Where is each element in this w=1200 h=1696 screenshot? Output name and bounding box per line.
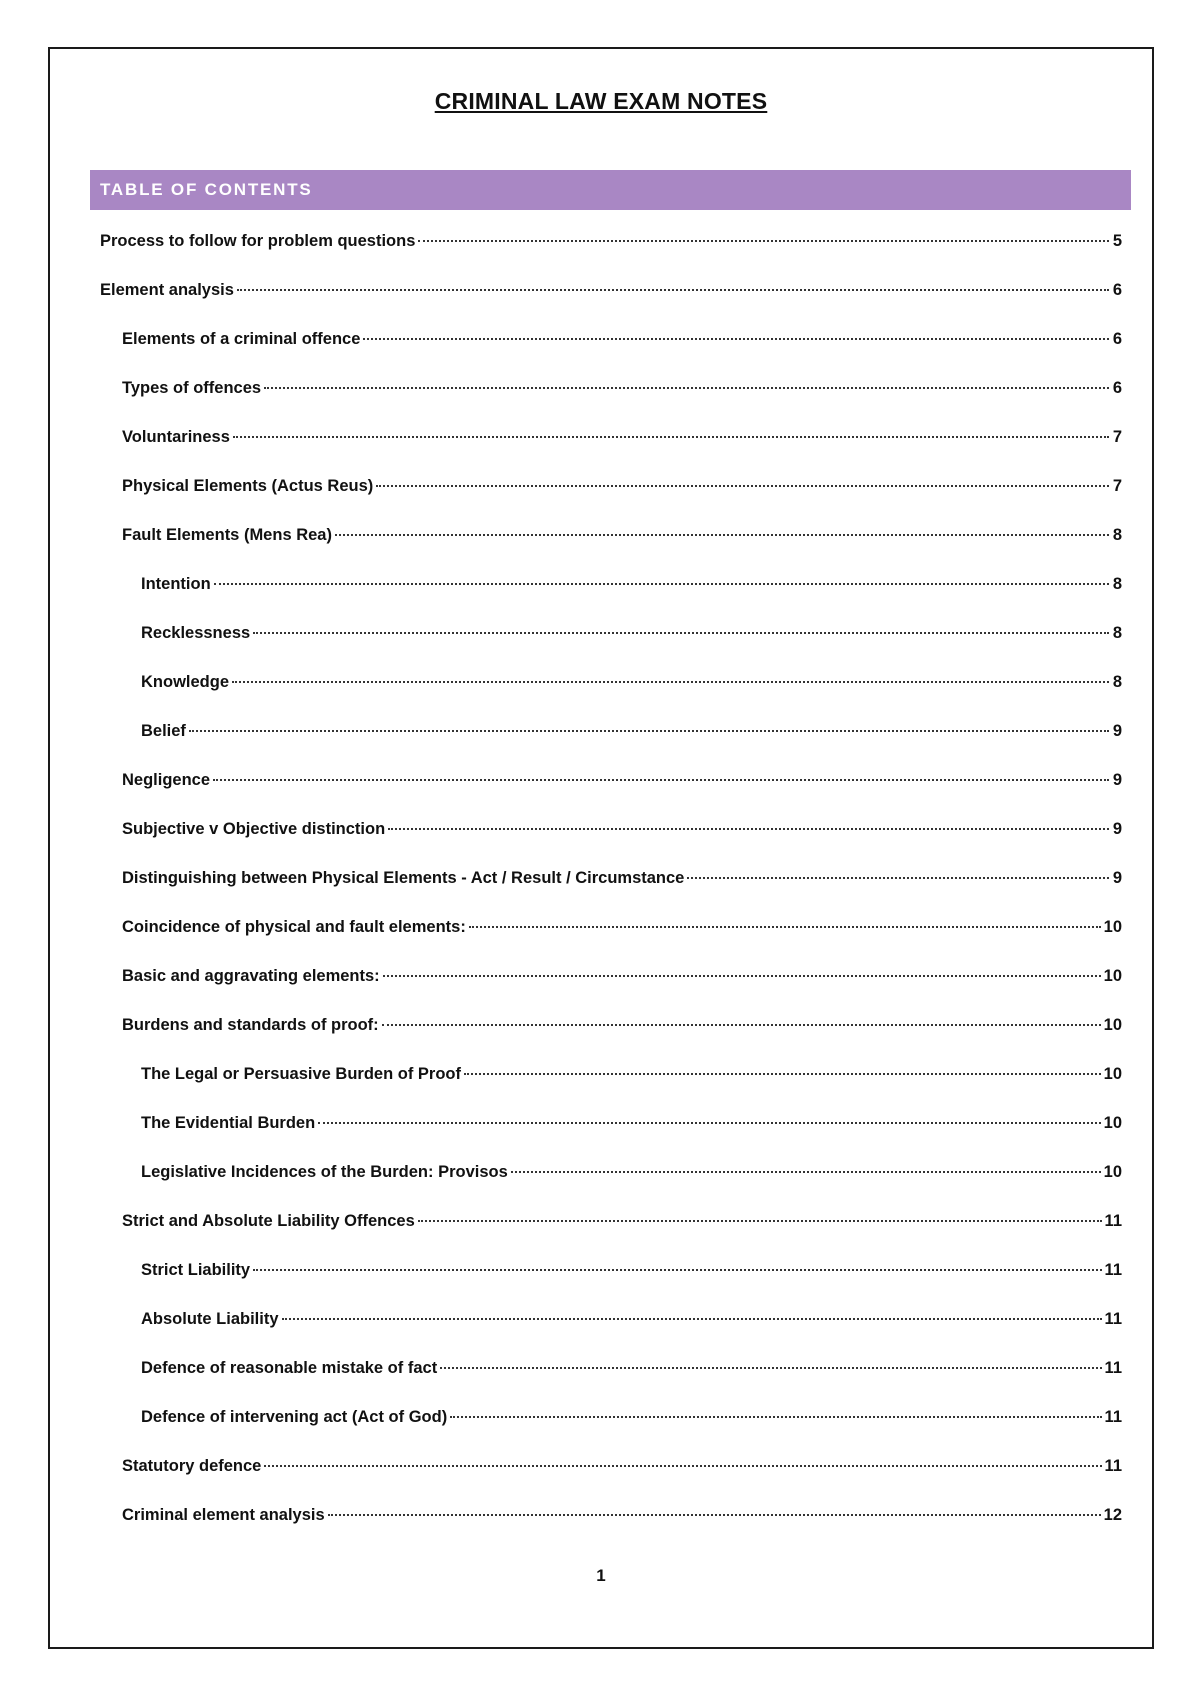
toc-entry-page-number[interactable]: 6 xyxy=(1112,379,1122,397)
toc-heading-banner xyxy=(90,170,1131,210)
toc-entry[interactable] xyxy=(100,1206,1122,1255)
toc-entry[interactable] xyxy=(100,1304,1122,1353)
toc-entry-page-number[interactable]: 7 xyxy=(1112,477,1122,495)
toc-dot-leader xyxy=(376,485,1109,487)
document-title: CRIMINAL LAW EXAM NOTES xyxy=(434,88,768,114)
toc-entry[interactable] xyxy=(100,667,1122,716)
toc-entry-title[interactable]: Absolute Liability xyxy=(141,1310,279,1328)
toc-entry[interactable] xyxy=(100,1451,1122,1500)
toc-entry[interactable] xyxy=(100,765,1122,814)
toc-entry[interactable] xyxy=(100,716,1122,765)
toc-dot-leader xyxy=(189,730,1109,732)
toc-entry-page-number[interactable]: 12 xyxy=(1103,1506,1122,1524)
toc-entry[interactable] xyxy=(100,422,1122,471)
toc-entry-page-number[interactable]: 11 xyxy=(1104,1408,1122,1426)
toc-entry-title[interactable]: The Evidential Burden xyxy=(141,1114,316,1132)
toc-entry-page-number[interactable]: 6 xyxy=(1112,281,1122,299)
toc-entry-page-number[interactable]: 11 xyxy=(1104,1212,1122,1230)
toc-entry-page-number[interactable]: 8 xyxy=(1112,624,1122,642)
toc-entry-page-number[interactable]: 9 xyxy=(1112,869,1122,887)
toc-dot-leader xyxy=(469,926,1101,928)
toc-dot-leader xyxy=(511,1171,1101,1173)
toc-entry-title[interactable]: Knowledge xyxy=(141,673,230,691)
toc-entry-title[interactable]: Criminal element analysis xyxy=(122,1506,325,1524)
toc-entry-page-number[interactable]: 11 xyxy=(1104,1310,1122,1328)
toc-dot-leader xyxy=(328,1514,1101,1516)
toc-entry-page-number[interactable]: 10 xyxy=(1103,918,1122,936)
toc-dot-leader xyxy=(418,1220,1102,1222)
toc-entry[interactable] xyxy=(100,1157,1122,1206)
toc-entry-page-number[interactable]: 9 xyxy=(1112,820,1122,838)
toc-entry-page-number[interactable]: 10 xyxy=(1103,1114,1122,1132)
toc-entry-page-number[interactable]: 11 xyxy=(1104,1261,1122,1279)
toc-dot-leader xyxy=(264,1465,1101,1467)
toc-entry[interactable] xyxy=(100,324,1122,373)
toc-dot-leader xyxy=(687,877,1109,879)
toc-entry-page-number[interactable]: 9 xyxy=(1112,722,1122,740)
toc-dot-leader xyxy=(335,534,1109,536)
toc-dot-leader xyxy=(282,1318,1102,1320)
toc-entry[interactable] xyxy=(100,1353,1122,1402)
toc-entry-title[interactable]: Basic and aggravating elements: xyxy=(122,967,380,985)
toc-dot-leader xyxy=(318,1122,1100,1124)
toc-entry[interactable] xyxy=(100,226,1122,275)
toc-dot-leader xyxy=(253,632,1109,634)
toc-entry-title[interactable]: Fault Elements (Mens Rea) xyxy=(122,526,332,544)
toc-entry[interactable] xyxy=(100,373,1122,422)
page-number: 1 xyxy=(596,1566,606,1585)
toc-dot-leader xyxy=(363,338,1109,340)
toc-entry[interactable] xyxy=(100,569,1122,618)
toc-heading: TABLE OF CONTENTS xyxy=(100,180,313,199)
toc-entry-page-number[interactable]: 10 xyxy=(1103,1016,1122,1034)
toc-entry[interactable] xyxy=(100,1059,1122,1108)
toc-entry-title[interactable]: Recklessness xyxy=(141,624,251,642)
toc-dot-leader xyxy=(382,1024,1101,1026)
toc-dot-leader xyxy=(464,1073,1101,1075)
toc-entry-title[interactable]: Strict and Absolute Liability Offences xyxy=(122,1212,415,1230)
toc-entry-title[interactable]: The Legal or Persuasive Burden of Proof xyxy=(141,1065,461,1083)
toc-entry[interactable] xyxy=(100,1108,1122,1157)
toc-entry[interactable] xyxy=(100,471,1122,520)
toc-entry[interactable] xyxy=(100,275,1122,324)
toc-entry-page-number[interactable]: 10 xyxy=(1103,967,1122,985)
toc-entry-page-number[interactable]: 10 xyxy=(1103,1163,1122,1181)
toc-dot-leader xyxy=(264,387,1109,389)
toc-entry-title[interactable]: Physical Elements (Actus Reus) xyxy=(122,477,374,495)
toc-dot-leader xyxy=(440,1367,1101,1369)
toc-entry-page-number[interactable]: 9 xyxy=(1112,771,1122,789)
toc-entry-title[interactable]: Element analysis xyxy=(100,281,234,299)
toc-dot-leader xyxy=(214,583,1109,585)
toc-entry[interactable] xyxy=(100,520,1122,569)
toc-entry-title[interactable]: Elements of a criminal offence xyxy=(122,330,361,348)
toc-entry-page-number[interactable]: 7 xyxy=(1112,428,1122,446)
toc-dot-leader xyxy=(253,1269,1101,1271)
toc-entry-page-number[interactable]: 6 xyxy=(1112,330,1122,348)
toc-dot-leader xyxy=(383,975,1101,977)
toc-entry[interactable] xyxy=(100,961,1122,1010)
toc-entry-page-number[interactable]: 5 xyxy=(1112,232,1122,250)
toc-entry-title[interactable]: Legislative Incidences of the Burden: Provisos xyxy=(141,1163,508,1181)
toc-entry-title[interactable]: Negligence xyxy=(122,771,211,789)
toc-dot-leader xyxy=(450,1416,1101,1418)
toc-dot-leader xyxy=(237,289,1109,291)
toc-entry[interactable] xyxy=(100,1255,1122,1304)
toc-entry-title[interactable]: Subjective v Objective distinction xyxy=(122,820,386,838)
toc-entry-title[interactable]: Defence of reasonable mistake of fact xyxy=(141,1359,438,1377)
toc-entry-title[interactable]: Process to follow for problem questions xyxy=(100,232,416,250)
toc-entry-title[interactable]: Defence of intervening act (Act of God) xyxy=(141,1408,448,1426)
toc-entry-title[interactable]: Distinguishing between Physical Elements - Act / Result / Circumstance xyxy=(122,869,685,887)
toc-entry-page-number[interactable]: 11 xyxy=(1104,1359,1122,1377)
toc-entry-title[interactable]: Coincidence of physical and fault elements: xyxy=(122,918,466,936)
toc-entry-title[interactable]: Types of offences xyxy=(122,379,262,397)
toc-entry-title[interactable]: Intention xyxy=(141,575,211,593)
toc-entry[interactable] xyxy=(100,863,1122,912)
toc-entry-page-number[interactable]: 8 xyxy=(1112,575,1122,593)
toc-entry[interactable] xyxy=(100,618,1122,667)
toc-entry[interactable] xyxy=(100,814,1122,863)
toc-entry-title[interactable]: Strict Liability xyxy=(141,1261,251,1279)
toc-dot-leader xyxy=(388,828,1109,830)
toc-dot-leader xyxy=(233,436,1109,438)
toc-entry[interactable] xyxy=(100,1402,1122,1451)
toc-entry-title[interactable]: Belief xyxy=(141,722,186,740)
toc-dot-leader xyxy=(232,681,1109,683)
toc-entry-title[interactable]: Statutory defence xyxy=(122,1457,262,1475)
table-of-contents xyxy=(100,226,1122,1549)
toc-entry-page-number[interactable]: 11 xyxy=(1104,1457,1122,1475)
toc-entry-page-number[interactable]: 10 xyxy=(1103,1065,1122,1083)
toc-entry-title[interactable]: Burdens and standards of proof: xyxy=(122,1016,379,1034)
toc-entry-page-number[interactable]: 8 xyxy=(1112,673,1122,691)
toc-entry[interactable] xyxy=(100,1500,1122,1549)
toc-entry[interactable] xyxy=(100,912,1122,961)
toc-dot-leader xyxy=(418,240,1109,242)
toc-entry-page-number[interactable]: 8 xyxy=(1112,526,1122,544)
toc-entry-title[interactable]: Voluntariness xyxy=(122,428,230,446)
toc-dot-leader xyxy=(213,779,1109,781)
toc-entry[interactable] xyxy=(100,1010,1122,1059)
